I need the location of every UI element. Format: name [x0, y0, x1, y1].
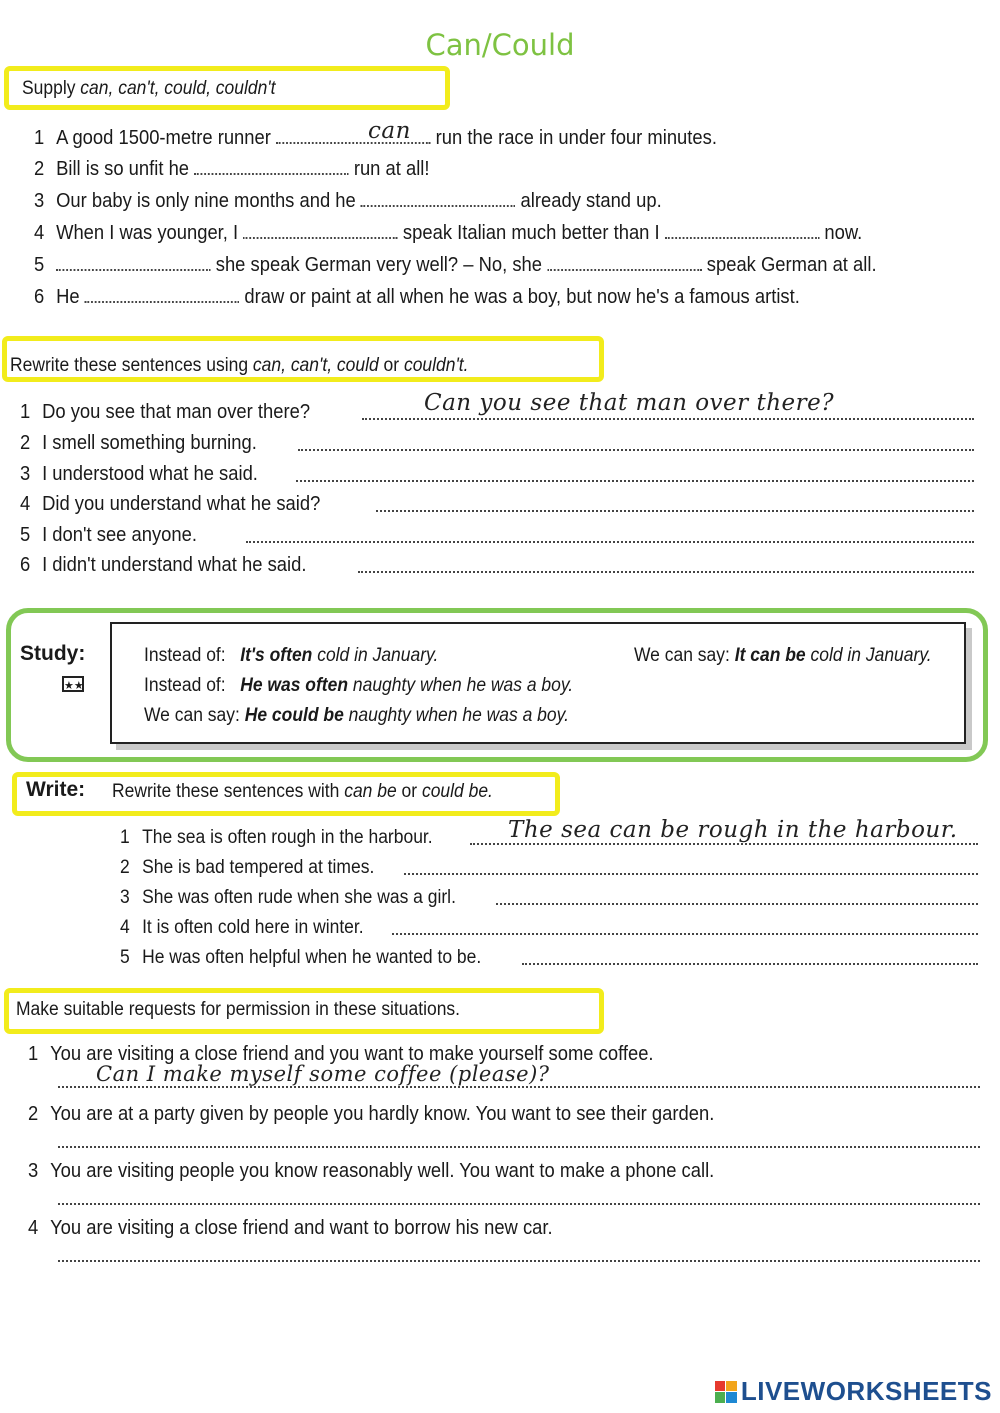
exercise-item: 4 When I was younger, I speak Italian much better than I now.: [34, 222, 863, 244]
answer-blank[interactable]: [665, 221, 820, 239]
exercise-item: 2 Bill is so unfit he run at all!: [34, 158, 430, 180]
exercise-item: 2 You are at a party given by people you hardly know. You want to see their garden.: [28, 1103, 715, 1125]
answer-blank[interactable]: [361, 189, 516, 207]
exercise-item: 5 I don't see anyone.: [20, 524, 197, 546]
handwritten-answer: can: [368, 118, 411, 144]
exercise-item: 4 It is often cold here in winter.: [120, 917, 364, 938]
handwritten-answer: Can you see that man over there?: [424, 390, 835, 416]
answer-line[interactable]: [58, 1260, 980, 1262]
exercise-item: 3 Our baby is only nine months and he already stand up.: [34, 190, 662, 212]
exercise-item: 1 You are visiting a close friend and you want to make yourself some coffee.: [28, 1043, 654, 1065]
answer-line[interactable]: [246, 541, 974, 543]
answer-line[interactable]: [362, 418, 974, 420]
answer-line[interactable]: [470, 843, 978, 845]
handwritten-answer: The sea can be rough in the harbour.: [508, 817, 958, 843]
exercise-item: 1 Do you see that man over there?: [20, 401, 311, 423]
exercise-item: 1 A good 1500-metre runner run the race in under four minutes.: [34, 127, 717, 149]
answer-line[interactable]: [58, 1146, 980, 1148]
answer-line[interactable]: [58, 1203, 980, 1205]
answer-line[interactable]: [376, 510, 974, 512]
exercise-item: 6 He draw or paint at all when he was a boy, but now he's a famous artist.: [34, 286, 800, 308]
exercise-item: 1 The sea is often rough in the harbour.: [120, 827, 433, 848]
study-label: Study:: [20, 642, 86, 665]
answer-line[interactable]: [522, 963, 978, 965]
answer-blank[interactable]: [56, 253, 211, 271]
section4-instruction: Make suitable requests for permission in these situations.: [16, 999, 461, 1020]
exercise-item: 2 I smell something burning.: [20, 432, 257, 454]
section3-instruction: Rewrite these sentences with can be or could be.: [112, 781, 493, 802]
answer-blank[interactable]: [194, 157, 349, 175]
exercise-item: 4 Did you understand what he said?: [20, 493, 321, 515]
write-label: Write:: [26, 778, 86, 801]
answer-line[interactable]: [298, 449, 974, 451]
difficulty-stars-icon: ★★: [62, 676, 84, 692]
liveworksheets-icon: [715, 1381, 737, 1403]
section2-instruction: Rewrite these sentences using can, can't, could or couldn't.: [10, 355, 469, 376]
study-example-row: We can say: It can be cold in January.: [634, 645, 932, 666]
worksheet-title: Can/Could: [425, 28, 575, 62]
answer-blank[interactable]: [547, 253, 702, 271]
exercise-item: 5 she speak German very well? – No, she speak German at all.: [34, 254, 877, 276]
study-example-row: We can say: He could be naughty when he was a boy.: [144, 705, 569, 726]
exercise-item: 4 You are visiting a close friend and want to borrow his new car.: [28, 1217, 553, 1239]
exercise-item: 3 You are visiting people you know reasonably well. You want to make a phone call.: [28, 1160, 715, 1182]
exercise-item: 2 She is bad tempered at times.: [120, 857, 375, 878]
answer-line[interactable]: [404, 873, 978, 875]
answer-line[interactable]: [58, 1086, 980, 1088]
study-example-row: Instead of: He was often naughty when he was a boy.: [144, 675, 574, 696]
handwritten-answer: Can I make myself some coffee (please)?: [96, 1062, 550, 1086]
answer-line[interactable]: [296, 480, 974, 482]
exercise-item: 3 She was often rude when she was a girl.: [120, 887, 456, 908]
answer-blank[interactable]: [85, 285, 240, 303]
answer-line[interactable]: [392, 933, 978, 935]
exercise-item: 5 He was often helpful when he wanted to be.: [120, 947, 482, 968]
study-example-row: Instead of: It's often cold in January.: [144, 645, 439, 666]
answer-line[interactable]: [358, 571, 974, 573]
liveworksheets-logo[interactable]: [715, 1376, 992, 1407]
answer-blank[interactable]: [243, 221, 398, 239]
section1-instruction: Supply can, can't, could, couldn't: [22, 78, 276, 99]
answer-line[interactable]: [496, 903, 978, 905]
exercise-item: 6 I didn't understand what he said.: [20, 554, 307, 576]
logo-text: LIVEWORKSHEETS: [740, 1376, 992, 1406]
exercise-item: 3 I understood what he said.: [20, 463, 258, 485]
